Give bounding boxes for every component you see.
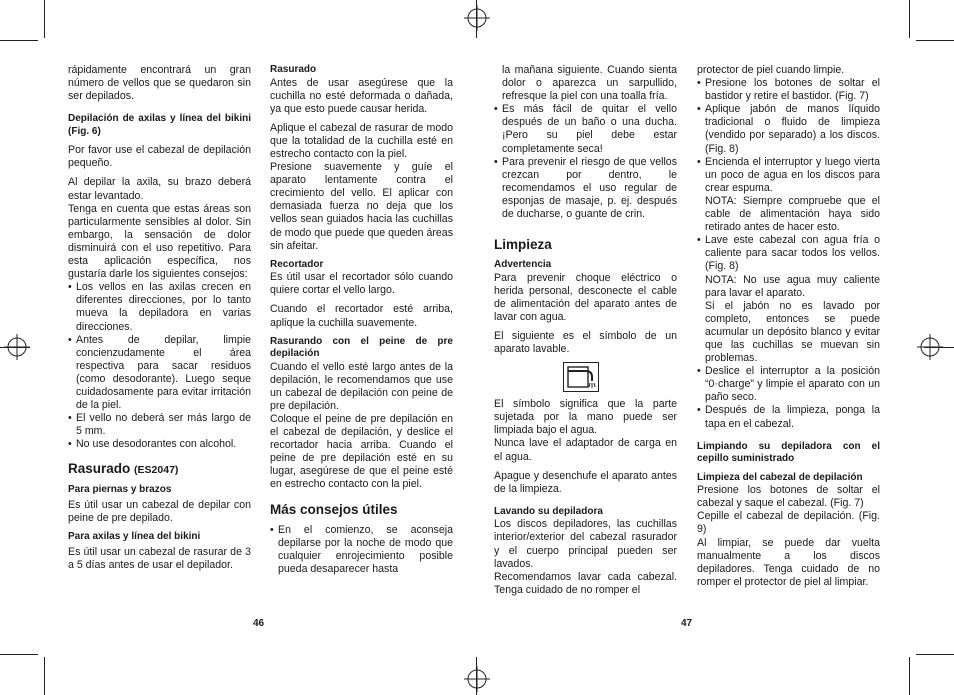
paragraph: Recomendamos lavar cada cabezal. Tenga cuidado de no romper el xyxy=(494,570,677,596)
section-title: Más consejos útiles xyxy=(270,501,398,517)
list-item: • No use desodorantes con alcohol. xyxy=(68,438,251,451)
paragraph: Cuando el recortador esté arriba, aplique la cuchilla suavemente. xyxy=(270,303,453,329)
section-heading: Limpiando su depiladora con el cepillo suministrado xyxy=(697,440,880,465)
section-title: Limpieza xyxy=(494,237,552,253)
list-item: • Después de la limpieza, ponga la tapa en el cabezal. xyxy=(697,404,880,430)
list-item: • Encienda el interruptor y luego vierta un poco de agua en los discos para crear espuma. NOTA: Siempre compruebe que el cable de alimentación haya sido retirado antes de hacer esto. xyxy=(697,156,880,235)
section-heading: Depilación de axilas y línea del bikini (Fig. 6) xyxy=(68,113,251,137)
paragraph: Es útil usar el recortador sólo cuando quiere cortar el vello largo. xyxy=(270,271,453,297)
paragraph: Apague y desenchufe el aparato antes de la limpieza. xyxy=(494,469,677,495)
bullet-list xyxy=(68,281,251,451)
paragraph: Presione los botones de soltar el cabezal y saque el cabezal. (Fig. 7) xyxy=(697,484,880,510)
paragraph: Es útil usar un cabezal de depilar con peine de pre depilado. xyxy=(68,498,251,525)
registration-mark xyxy=(464,5,490,31)
paragraph: Al limpiar, se puede dar vuelta manualmente a los discos depiladores. Tenga cuidado de no romper el protector de piel al limpiar. xyxy=(697,536,880,588)
paragraph: Tenga en cuenta que estas áreas son particularmente sensibles al dolor. Sin embargo, la sensación de dolor disminuirá con el uso repetitivo. Para esta aplicación específica, nos gustaría darle los siguientes consejos: xyxy=(68,202,251,281)
registration-mark xyxy=(4,334,30,360)
column-4 xyxy=(697,64,880,589)
section-heading: Rasurando con el peine de pre depilación xyxy=(270,335,453,360)
list-item: • Presione los botones de soltar el bastidor y retire el bastidor. (Fig. 7) xyxy=(697,77,880,103)
section-title-text: Rasurado xyxy=(68,461,131,477)
paragraph: Al depilar la axila, su brazo deberá estar levantado. xyxy=(68,176,251,202)
section-heading: Recortador xyxy=(270,258,324,270)
paragraph: Aplique el cabezal de rasurar de modo que la totalidad de la cuchilla esté en estrecho contacto con la piel. xyxy=(270,121,453,160)
paragraph: Cuando el vello esté largo antes de la depilación, le recomendamos que use un cabezal de depilación con peine de pre depilación. xyxy=(270,360,453,412)
list-item: • Antes de depilar, limpie concienzudamente el área respectiva para sacar residuos (como desodorante). Luego seque cuidadosamente para evitar irritación de la piel. xyxy=(68,334,251,413)
section-heading: Lavando su depiladora xyxy=(494,505,603,517)
washable-symbol-icon xyxy=(563,362,599,392)
section-heading: Para piernas y brazos xyxy=(68,484,172,496)
paragraph: Es útil usar un cabezal de rasurar de 3 a 5 días antes de usar el depilador. xyxy=(68,545,251,571)
paragraph: El símbolo significa que la parte sujetada por la mano puede ser limpiada bajo el agua. xyxy=(494,398,677,437)
model-number: (ES2047) xyxy=(134,464,179,477)
list-item: • Es más fácil de quitar el vello después de un baño o una ducha. ¡Pero su piel debe estar completamente seca! xyxy=(494,103,677,155)
registration-mark xyxy=(917,334,943,360)
section-heading: Para axilas y línea del bikini xyxy=(68,531,201,543)
list-item: • Deslice el interruptor a la posición “0·charge” y limpie el aparato con un paño seco. xyxy=(697,365,880,404)
paragraph: protector de piel cuando limpie. xyxy=(697,64,845,76)
list-item: • En el comienzo, se aconseja depilarse por la noche de modo que cualquier enrojecimiento posible pueda desaparecer hasta xyxy=(270,524,453,576)
bullet-list xyxy=(270,524,453,576)
list-item: • Aplique jabón de manos líquido tradicional o fluido de limpieza (vendido por separado) a los discos. (Fig. 8) xyxy=(697,103,880,155)
bullet-list xyxy=(697,77,880,431)
paragraph: rápidamente encontrará un gran número de vellos que se quedaron sin ser depilados. xyxy=(68,64,251,103)
page-number: 46 xyxy=(253,618,265,629)
section-heading: Limpieza del cabezal de depilación xyxy=(697,471,863,483)
column-3 xyxy=(494,64,677,597)
section-title xyxy=(68,461,251,478)
list-item: • El vello no deberá ser más largo de 5 mm. xyxy=(68,412,251,438)
paragraph: Por favor use el cabezal de depilación pequeño. xyxy=(68,144,251,170)
list-item: • Los vellos en las axilas crecen en diferentes direcciones, por lo tanto mueva la depiladora en varias direcciones. xyxy=(68,281,251,333)
paragraph: Nunca lave el adaptador de carga en el agua. xyxy=(494,437,677,463)
paragraph: Presione suavemente y guíe el aparato lentamente contra el crecimiento del vello. El aplicar con demasiada fuerza no deja que los vellos sean guiados hacia las cuchillas de modo que puede que queden áreas sin afeitar. xyxy=(270,161,453,252)
list-item: • Lave este cabezal con agua fría o caliente para sacar todos los vellos. (Fig. 8) NOTA: No use agua muy caliente para lavar el aparato. Si el jabón no es lavado por completo, entonces se puede acumular un depósito blanco y evitar que las cuchillas se muevan sin problemas. xyxy=(697,234,880,365)
column-2 xyxy=(270,64,453,576)
paragraph: Los discos depiladores, las cuchillas interior/exterior del cabezal rasurador y el cuerpo principal pueden ser lavados. xyxy=(494,518,677,570)
bullet-list xyxy=(494,103,677,221)
paragraph: El siguiente es el símbolo de un aparato lavable. xyxy=(494,330,677,356)
section-heading: Rasurado xyxy=(270,64,317,75)
column-1 xyxy=(68,64,251,572)
paragraph: la mañana siguiente. Cuando sienta dolor o aparezca un sarpullido, refresque la piel con una toalla fría. xyxy=(502,64,677,103)
page-number: 47 xyxy=(681,618,693,629)
list-item: • Para prevenir el riesgo de que vellos crezcan por dentro, le recomendamos el uso regular de esponjas de masaje, p. ej. después de ducharse, o guante de crin. xyxy=(494,156,677,221)
paragraph: Cepille el cabezal de depilación. (Fig. 9) xyxy=(697,510,880,536)
registration-mark xyxy=(464,666,490,692)
paragraph: Para prevenir choque eléctrico o herida personal, desconecte el cable de alimentación del aparato antes de lavar con agua. xyxy=(494,271,677,323)
paragraph: Antes de usar asegúrese que la cuchilla no esté deformada o dañada, ya que esto puede causar herida. xyxy=(270,76,453,115)
section-heading: Advertencia xyxy=(494,259,552,271)
paragraph: Coloque el peine de pre depilación en el cabezal de depilación, y deslice el recortador hacia arriba. Cuando el peine de pre depilación esté en su lugar, asegúrese de que el peine esté en estrecho contacto con la piel. xyxy=(270,412,453,491)
